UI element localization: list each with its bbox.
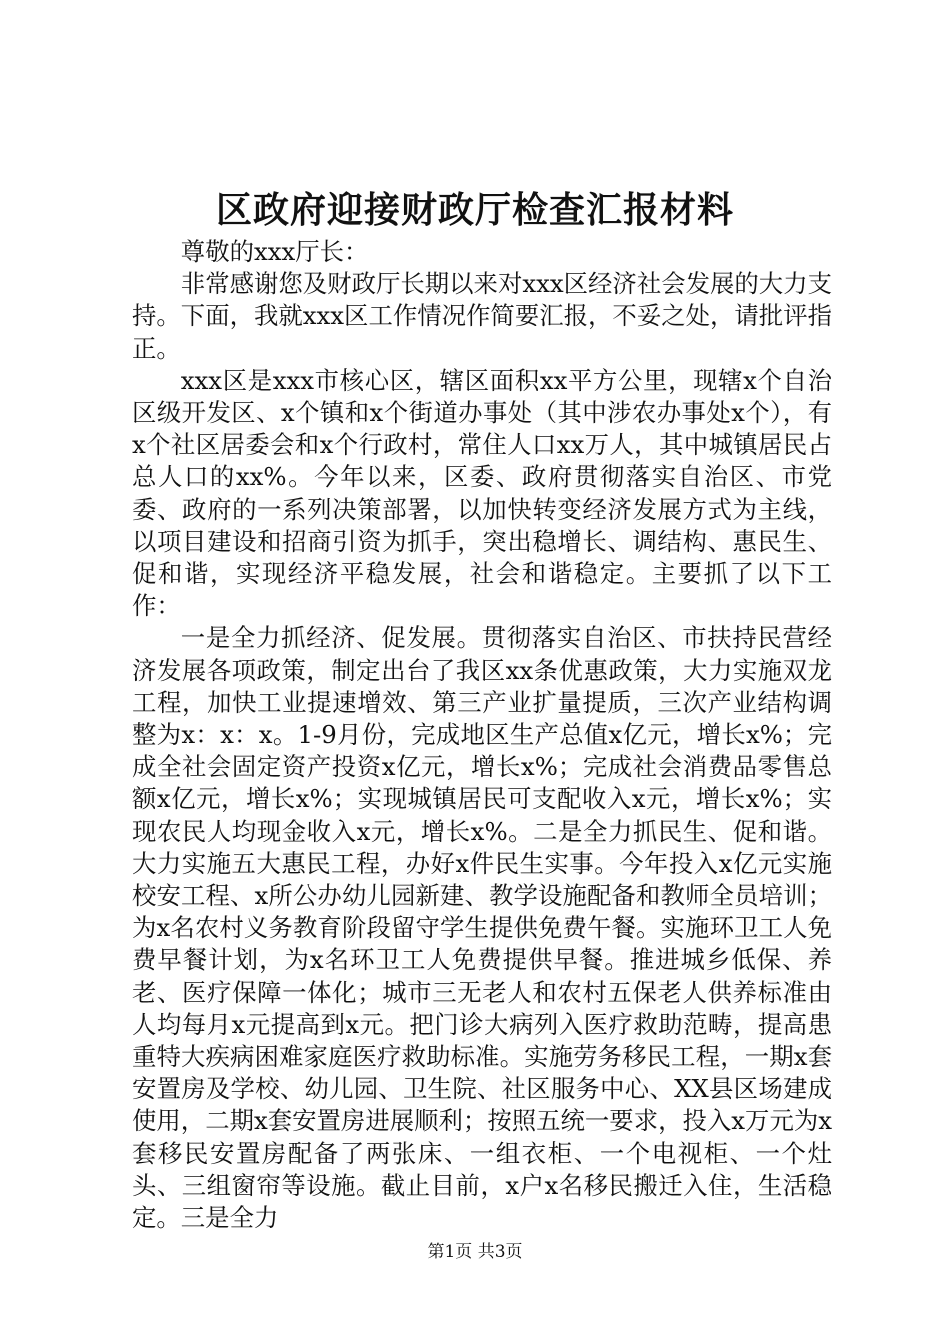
body-paragraph: xxx区是xxx市核心区，辖区面积xx平方公里，现辖x个自治区级开发区、x个镇和x个街道办事处（其中涉农办事处x个），有x个社区居委会和x个行政村，常住人口xx万人，其中城镇居民占总人口的xx%。今年以来，区委、政府贯彻落实自治区、市党委、政府的一系列决策部署，以加快转变经济发展方式为主线，以项目建设和招商引资为抓手，突出稳增长、调结构、惠民生、促和谐，实现经济平稳发展，社会和谐稳定。主要抓了以下工作： [132, 365, 832, 621]
body-paragraph: 一是全力抓经济、促发展。贯彻落实自治区、市扶持民营经济发展各项政策，制定出台了我区xx条优惠政策，大力实施双龙工程，加快工业提速增效、第三产业扩量提质，三次产业结构调整为x：x：x。1-9月份，完成地区生产总值x亿元，增长x%；完成全社会固定资产投资x亿元，增长x%；完成社会消费品零售总额x亿元，增长x%；实现城镇居民可支配收入x元，增长x%；实现农民人均现金收入x元，增长x%。二是全力抓民生、促和谐。大力实施五大惠民工程，办好x件民生实事。今年投入x亿元实施校安工程、x所公办幼儿园新建、教学设施配备和教师全员培训；为x名农村义务教育阶段留守学生提供免费午餐。实施环卫工人免费早餐计划，为x名环卫工人免费提供早餐。推进城乡低保、养老、医疗保障一体化；城市三无老人和农村五保老人供养标准由人均每月x元提高到x元。把门诊大病列入医疗救助范畴，提高患重特大疾病困难家庭医疗救助标准。实施劳务移民工程，一期x套安置房及学校、幼儿园、卫生院、社区服务中心、XX县区场建成使用，二期x套安置房进展顺利；按照五统一要求，投入x万元为x套移民安置房配备了两张床、一组衣柜、一个电视柜、一个灶头、三组窗帘等设施。截止目前，x户x名移民搬迁入住，生活稳定。三是全力 [132, 623, 832, 1233]
salutation-paragraph: 尊敬的xxx厅长： [180, 237, 369, 266]
document-body [132, 236, 832, 1234]
body-paragraph: 非常感谢您及财政厅长期以来对xxx区经济社会发展的大力支持。下面，我就xxx区工作情况作简要汇报，不妥之处，请批评指正。 [132, 269, 832, 363]
page-footer: 第1页 共3页 [427, 1242, 523, 1262]
document-title: 区政府迎接财政厅检查汇报材料 [215, 189, 734, 231]
